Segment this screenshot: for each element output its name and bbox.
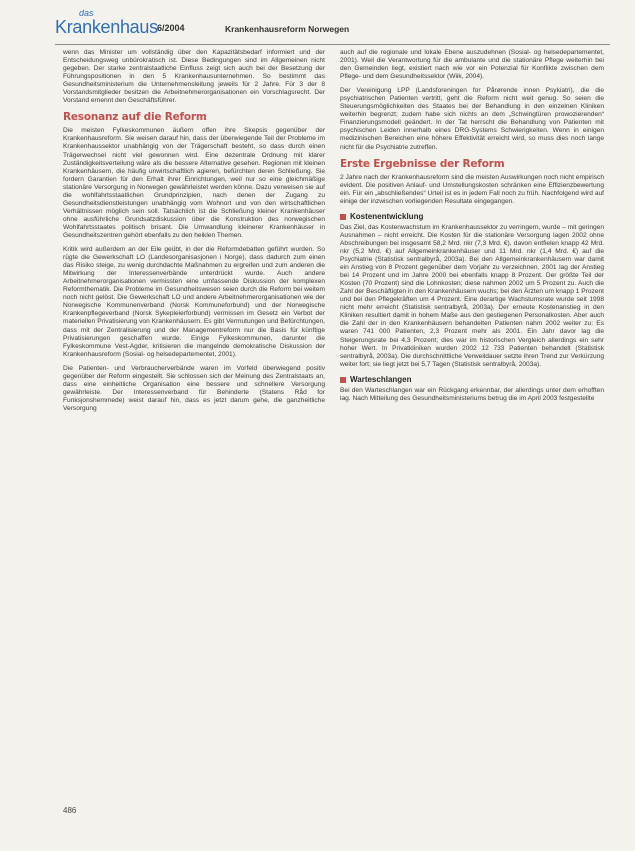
logo-small-text: das: [79, 8, 94, 18]
subheading-kostenentwicklung: [340, 213, 604, 221]
page-header: [55, 8, 610, 45]
issue-number: 6/2004: [157, 23, 185, 33]
right-column: [340, 49, 604, 409]
square-bullet-icon: [340, 214, 346, 220]
paragraph: Bei den Warteschlangen war ein Rückgang erkennbar, der allerdings unter dem erhofften lag. Nach Mitteilung des Gesundheitsministeriums betrug die im April 2003 festgestellte: [340, 386, 604, 402]
paragraph: Der Vereinigung LPP (Landsforeningen for Pårørende innen Psykiatri), die die psychiatrischen Patienten vertritt, geht die Reform nicht weit genug. So seien die Steuerungsmöglichkeiten des Staates bei der Behandlung in den einzelnen Kliniken weiterhin begrenzt; zudem habe sich nichts an dem „Schwingtüren prowozierenden“ Finanzierungsmodell geändert. In der Tat herrscht die Behandlung von Patienten mit psychischen Leiden innerhalb eines DRG-Systems Schwierigkeiten. Wenn in einigen medizinischen Bereichen eine höhere Effektivität erreicht wird, so muss dies noch lange nicht für die Psychiatrie zutreffen.: [340, 87, 604, 151]
paragraph: 2 Jahre nach der Krankenhausreform sind die meisten Auswirkungen noch nicht empirisch evident. Die positiven Anlauf- und Umstellungskosten schränken eine Effizienzbewertung ein. Für ein „abschließendes“ Urteil ist es in jedem Fall noch zu früh. Nachfolgend wird auf einige der inzwischen vorliegenden Resultate eingegangen.: [340, 173, 604, 205]
paragraph: Kritik wird außerdem an der Eile geübt, in der die Reformdebatten geführt wurden. So rügte die Gewerkschaft LO (Landesorganisasjonen i Norge), dass dadurch zum einen das Risiko steige, zu wenig durchdachte Maßnahmen zu ergreifen und zum anderen die Mitwirkung der Interessenverbände unterdrückt wurde. Auch andere Arbeitnehmerorganisationen vermissten eine umfassende Diskussion der komplexen Reformthematik. Die Probleme im Gesundheitswesen seien durch die Reform bei weitem noch nicht gelöst. Die Gewerkschaft LO und andere Arbeitnehmerorganisationen wie der Norwegische Kommunenverband (Norsk Kommuneforbund) und der Norwegische Krankenpflegeverband (Norsk Sykepleierforbund) vermissen im Gesetz ein Verbot der materiellen Privatisierung von Krankenhäusern. Es gibt Vermutungen und Befürchtungen, dass mit der Zentralisierung und der Managementreform nur die Basis für künftige Privatisierungen geschaffen wurde. Einige Fylkeskommunen, darunter die Fylkeskommune Vest-Agder, kritisieren die mangelnde demokratische Diskussion der Krankenhausreform (Sosial- og helsedepartementet, 2001).: [63, 246, 325, 358]
subheading-label: Warteschlangen: [350, 374, 412, 384]
left-column: [63, 49, 325, 419]
paragraph: Die Patienten- und Verbraucherverbände waren im Vorfeld überwiegend positiv gegenüber der Reform eingestellt. Sie schlossen sich der Meinung des Zentralstaats an, dass eine einheitliche Organisation eine bessere und schnellere Versorgung gewährleiste. Der Interessenverband für Behinderte (Statens Råd for Funksjonshemmede) weist darauf hin, dass es jetzt darum gehe, die ganzheitliche Versorgung: [63, 364, 325, 412]
journal-logo: Krankenhaus: [55, 17, 158, 37]
paragraph: auch auf die regionale und lokale Ebene auszudehnen (Sosial- og helsedepartementet, 2001). Weil die Verantwortung für die ambulante und die stationäre Pflege weiterhin bei den Gemeinden liegt, existiert nach wie vor ein Potenzial für Konflikte zwischen dem Pflege- und dem Gesundheitssektor (Wiik, 2004).: [340, 49, 604, 81]
subheading-label: Kostenentwicklung: [350, 211, 424, 221]
paragraph: Das Ziel, das Kostenwachstum im Krankenhaussektor zu verringern, wurde – mit geringen Ausnahmen – nicht erreicht. Die Kosten für die stationäre Versorgung lagen 2002 ohne Abschreibungen bei insgesamt 58,2 Mrd. nkr (7,3 Mrd. €), davon entfielen knapp 42 Mrd. nkr (5,2 Mrd. €) auf Allgemeinkrankenhäuser und 11 Mrd. nkr (1,4 Mrd. €) auf die Psychiatrie (Statistisk sentralbyrå, 2003a). Bei den Allgemeinkrankenhäusern war damit ein Anstieg von 8 Prozent gegenüber dem Vorjahr zu verzeichnen. 2001 lag der Anstieg bei 14 Prozent und im Jahre 2000 bei ebenfalls knapp 8 Prozent. Der größte Teil der Kosten (70 Prozent) sind die Lohnkosten; diese nahmen 2002 um 5 Prozent zu. Auch die Zahl der Beschäftigten in den Krankenhäusern wuchs; bei den Ärzten um knapp 1 Prozent und bei den Pflegekräften um 4 Prozent. Eine derartige Wachstumsrate wurde seit 1998 nicht mehr erreicht (Statistisk sentralbyrå, 2003a). Der erneute Kostenanstieg in den Kliniken resultiert damit in hohem Maße aus den gestiegenen Personalkosten. Aber auch die Zahl der in den Krankenhäusern behandelten Patienten nahm 2002 weiter zu: Es waren 741 000 Patienten, 2,3 Prozent mehr als 2001. Ein Jahr davor lag die Steigerungsrate bei 4,3 Prozent; dies war im historischen Vergleich allerdings ein sehr hoher Wert. In Privatkliniken wurden 2002 12 733 Patienten behandelt (Statistisk sentralbyrå, 2003a). Die durchschnittliche Verweildauer setzte ihren Trend zur Verkürzung weiter fort; sie liegt jetzt bei 5,7 Tagen (Statistisk sentralbyrå, 2003a).: [340, 223, 604, 368]
paragraph: wenn das Minister um vollständig über den Kapazitätsbedarf informiert und der Entscheidungsweg unbürokratisch ist. Diese Bedingungen sind im Allgemeinen nicht gegeben. Der starke zentralstaatliche Einfluss zeigt sich auch bei der Besetzung der Führungspositionen in den 5 Krankenhausunternehmen. So bestimmt das Gesundheitsministerium die Unternehmensleitung jeweils für 2 Jahre. Für 3 der 8 Vorstandsmitglieder besitzen die Arbeitnehmerorganisationen ein Vorschlagsrecht. Der Vorstand ernennt den Geschäftsführer.: [63, 49, 325, 105]
paragraph: Die meisten Fylkeskommunen äußern offen ihre Skepsis gegenüber der Krankenhausreform. Sie weisen darauf hin, dass der überwiegende Teil der Probleme im Krankenhaussektor unabhängig von der Trägerschaft besteht, so dass durch einen Trägerwechsel nicht viel gewonnen wird. Eine dezentrale Ordnung mit klarer Zuständigkeitsverteilung wäre als die bessere Alternative gesehen. Regionen mit kleinen Krankenhäusern, die häufig unwirtschaftlich agieren, befürchten deren Schließung. Sie fordern Garantien für den Erhalt ihrer Einrichtungen, weil nur so eine gleichmäßige stationäre Versorgung in Norwegen gewährleistet werden könne. Dazu verweisen sie auf die wohlfahrtsstaatlichen Grundprinzipien, nach denen der Zugang zu Gesundheitsdienstleistungen unabhängig vom Wohnort und von den wirtschaftlichen Verhältnissen möglich sein soll. Tatsächlich ist die Schließung kleiner Krankenhäuser ohne ausführliche Grundsatzdiskussion über die Konstruktion des norwegischen Wohlfahrtsstaates politisch brisant. Die Umwandlung kleinerer Krankenhäuser in Gesundheitszentren gehört ebenfalls zu den heiklen Themen.: [63, 127, 325, 239]
subheading-warteschlangen: [340, 376, 604, 384]
page-number: 486: [63, 806, 77, 815]
section-heading-ergebnisse: Erste Ergebnisse der Reform: [340, 157, 505, 170]
square-bullet-icon: [340, 377, 346, 383]
running-title: Krankenhausreform Norwegen: [225, 24, 350, 34]
section-heading-resonanz: Resonanz auf die Reform: [63, 111, 207, 124]
